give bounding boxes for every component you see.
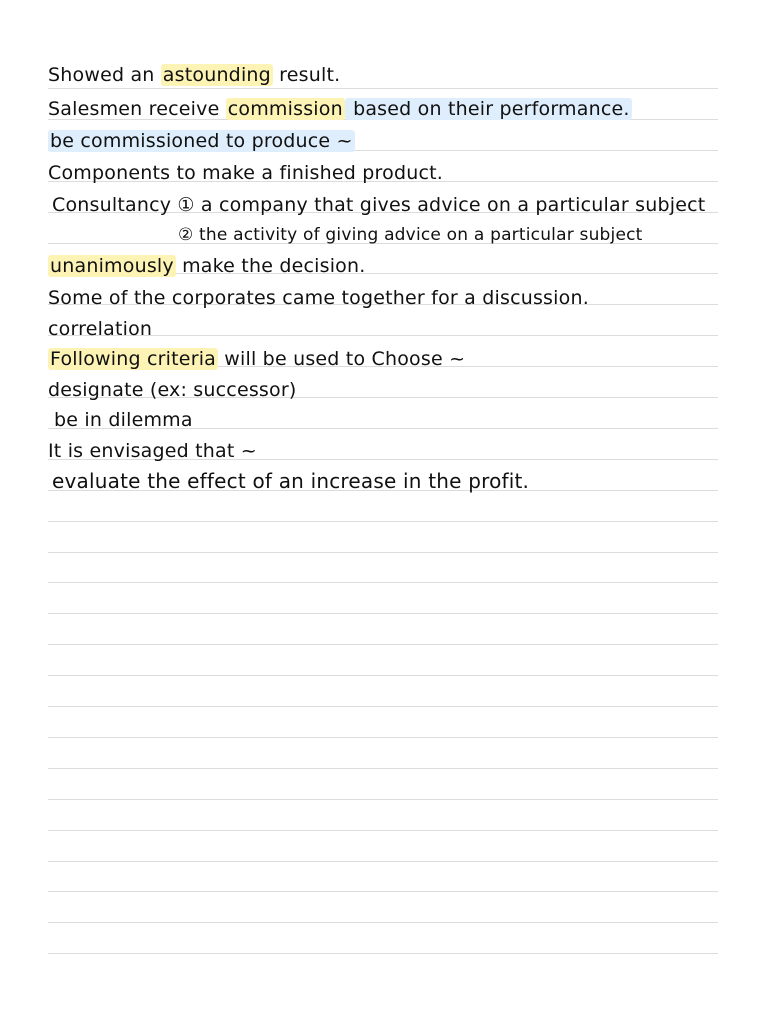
note-line-consultancy-2 — [178, 222, 643, 248]
note-line-envisaged — [48, 438, 257, 464]
highlight-blue: based on their performance. — [346, 98, 630, 120]
note-text: ② the activity of giving advice on a particular subject — [178, 225, 643, 245]
ruled-line — [48, 830, 718, 831]
note-line-criteria — [48, 346, 465, 372]
note-line-evaluate — [52, 468, 529, 494]
note-text: be in dilemma — [54, 409, 193, 431]
ruled-line — [48, 706, 718, 707]
note-line-consultancy-1 — [52, 192, 705, 218]
note-text: designate (ex: successor) — [48, 379, 297, 401]
note-line-designate — [48, 377, 296, 403]
highlight-yellow: Following criteria — [50, 348, 217, 370]
note-text: Some of the corporates came together for a discussion. — [48, 287, 589, 309]
ruled-line — [48, 737, 718, 738]
highlight-yellow: astounding — [162, 64, 271, 86]
ruled-line — [48, 861, 718, 862]
ruled-line — [48, 891, 718, 892]
ruled-line — [48, 613, 718, 614]
note-text: It is envisaged that ~ — [48, 440, 257, 462]
note-text: Showed an — [48, 64, 161, 86]
ruled-line — [48, 953, 718, 954]
note-text: Salesmen receive — [48, 98, 226, 120]
note-text: Components to make a finished product. — [48, 162, 443, 184]
ruled-line — [48, 521, 718, 522]
highlight-blue: be commissioned to produce ~ — [50, 130, 353, 152]
note-line-commissioned — [48, 128, 355, 154]
note-line-unanimously — [48, 253, 366, 279]
note-text: correlation — [48, 318, 153, 340]
ruled-line — [48, 675, 718, 676]
note-line-corporates — [48, 285, 589, 311]
highlight-yellow: unanimously — [50, 255, 174, 277]
ruled-line — [48, 552, 718, 553]
highlight-yellow: commission — [227, 98, 343, 120]
note-text: evaluate the effect of an increase in the profit. — [52, 469, 530, 493]
note-line-components — [48, 160, 443, 186]
note-line-dilemma — [54, 407, 193, 433]
note-text: make the decision. — [175, 255, 366, 277]
ruled-line — [48, 644, 718, 645]
note-line-correlation — [48, 316, 152, 342]
note-text: Consultancy ① a company that gives advice on a particular subject — [52, 194, 706, 216]
note-text: will be used to Choose ~ — [218, 348, 466, 370]
note-line-commission — [48, 96, 632, 122]
ruled-line — [48, 768, 718, 769]
ruled-line — [48, 799, 718, 800]
ruled-line — [48, 922, 718, 923]
note-text: result. — [272, 64, 341, 86]
note-line-astounding — [48, 62, 340, 88]
ruled-line — [48, 88, 718, 89]
ruled-line — [48, 582, 718, 583]
